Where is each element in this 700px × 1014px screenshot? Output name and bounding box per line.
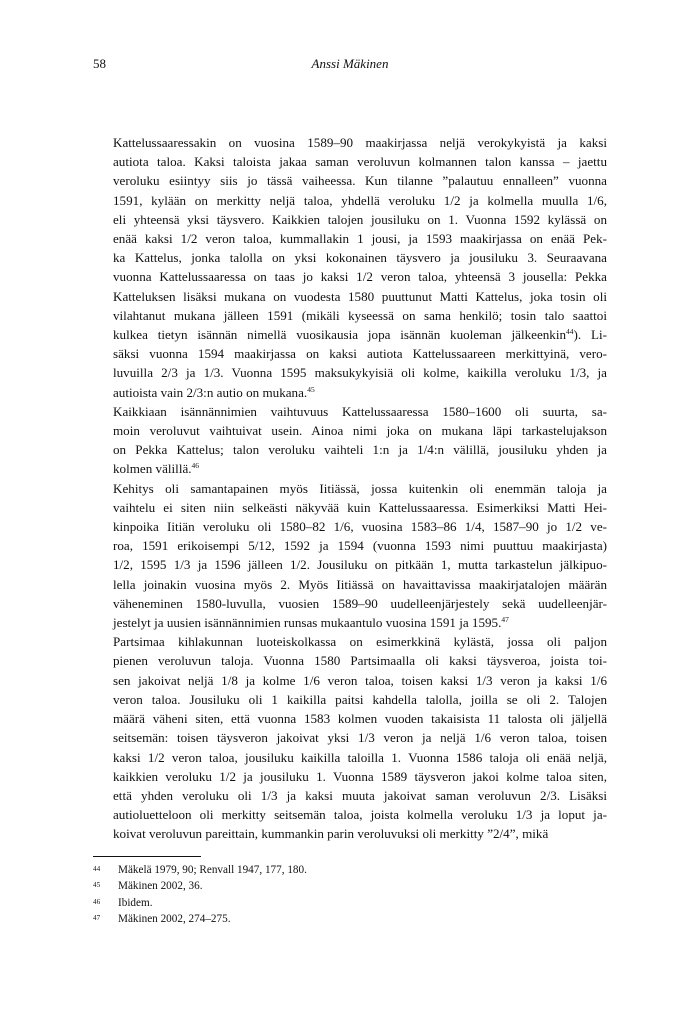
text-line: kolmen välillä.$^{46}$ [113,461,200,477]
footnote-ref[interactable]: 46 [191,461,200,471]
footnote-number: 46 [93,897,101,906]
text-line: Kattelussaaressakin on vuosina 1589–90 maakirjassa neljä verokykyistä ja kaksi [113,135,607,150]
paragraph [93,402,607,479]
text-line: säksi vuonna 1594 maakirjassa on kaksi autiota Kattelussaareen merkittyinä, vero- [113,346,607,362]
text-line: kinpoika Iitiän veroluku oli 1580–82 1/6, vuosina 1583–86 1/4, 1587–90 jo 1/2 ve- [113,519,607,535]
text-line: autioluetteloon oli merkitty seitsemän taloa, joista kolmella veroluku 1/3 ja loput ja- [113,807,607,823]
text-line: seitsemän: toisen täysveron jakoivat yksi 1/3 veron ja neljä 1/6 veron taloa, toisen [113,730,607,746]
text-line: vuonna Kattelussaaressa on taas jo kaksi 1/2 veron taloa, yhteensä 3 jousella: Pekka [113,269,607,285]
text-line: väheneminen 1580-luvulla, vuosien 1589–90 uudelleenjärjestely sekä uudelleenjär- [113,595,607,611]
body-text [93,133,607,844]
text-line: Katteluksen lisäksi mukana on vuodesta 1580 puuttunut Matti Kattelus, joka tosin oli [113,288,607,304]
running-head: Anssi Mäkinen [311,56,389,71]
text-line: kulkea tietyn isännän nimellä vuosikausia jopa isännän kuoleman jälkeenkin$^{44}$). Li- [113,327,607,343]
text-line: luvuilla 2/3 ja 1/3. Vuonna 1595 maksukykyisiä oli kolme, kaikilla veroluku 1/3, ja [113,365,607,381]
page-header [93,56,607,74]
paragraph [93,479,607,633]
text-line: autiota taloa. Kaksi taloista jakaa saman veroluvun kolmannen talon kanssa – jaettu [113,154,607,170]
text-line: roa, 1591 erikoisempi 5/12, 1592 ja 1594 (vuonna 1593 nimi puuttuu maakirjasta) [113,538,607,554]
text-line: ka Kattelus, jonka talolla on yksi kokonainen täysvero ja jousiluku 3. Seuraavana [113,250,607,266]
text-line: veron taloa. Jousiluku oli 1 kaikilla paitsi kahdella talolla, joilla se oli 2. Talojen [113,691,607,707]
footnote-text: Ibidem. [118,896,153,909]
text-line: eli yhteensä yksi täysvero. Kaikkien talojen jousiluku on 1. Vuonna 1592 kylässä on [113,211,607,227]
text-line: koivat veroluvun pareittain, kummankin parin veroluvuksi oli merkitty ”2/4”, mikä [113,826,549,842]
text-line: Kaikkiaan isännännimien vaihtuvuus Kattelussaaressa 1580–1600 oli suurta, sa- [113,403,607,419]
footnote-ref[interactable]: 45 [307,384,315,394]
text-line: moin veroluvut vaihtuivat usein. Ainoa nimi joka on mukana läpi tarkastelujakson [113,423,607,439]
text-line: autioista vain 2/3:n autio on mukana.$^{45}$ [113,384,315,400]
text-line: 1591, kylään on merkitty neljä taloa, yhdellä veroluku 1/2 ja kolmella muulla 1/6, [113,192,607,208]
footnote-text: Mäkelä 1979, 90; Renvall 1947, 177, 180. [118,864,307,876]
text-line: jestelyt ja uusien isännännimien runsas mukaantulo vuosina 1591 ja 1595.47 [113,615,509,631]
paragraph [93,632,607,843]
footnote-number: 47 [93,913,101,922]
footnote-number: 44 [93,865,101,873]
text-line: Kehitys oli samantapainen myös Iitiässä, jossa kuitenkin oli enemmän taloja ja [113,480,607,496]
text-line: lella joinakin vuosina myös 2. Myös Iitiässä on havaittavissa maakirjatalojen määrän [113,576,607,592]
text-line: veroluku esiintyy siis jo tässä vaiheessa. Kun tilanne ”palautuu ennalleen” vuonna [113,173,607,189]
footnote [93,862,607,878]
footnote [93,895,607,911]
text-line: että yhden veroluku oli 1/3 ja kaksi muuta jakoivat saman veroluvun 2/3. Lisäksi [113,787,607,803]
footnote-ref[interactable]: 44 [566,327,574,337]
page-number: 58 [93,56,106,71]
text-line: on Pekka Kattelus; talon veroluku vaihteli 1:n ja 1/4:n välillä, jousiluku yhden ja [113,442,607,458]
text-line: Partsimaa kihlakunnan luoteiskolkassa on esimerkkinä kylästä, jossa oli paljon [113,634,607,650]
text-line: vilahtanut mukana jälleen 1591 (mikäli kyseessä on sama henkilö; tosin talo saattoi [113,307,607,323]
footnote-separator [93,856,201,857]
footnote-text: Mäkinen 2002, 274–275. [118,912,231,925]
text-line: vaihtelu ei siten niin selkeästi näkyvää kuin Kattelussaaressa. Esimerkiksi Matti Hei- [113,499,607,515]
footnote-number: 45 [93,881,101,890]
footnote [93,878,607,894]
text-line: kaksi 1/2 veron taloa, jousiluku kaikilla taloilla 1. Vuonna 1586 taloja oli enää neljä, [113,749,607,765]
footnote-ref[interactable]: 47 [501,615,509,625]
text-line: sen jakoivat neljä 1/8 ja kolme 1/6 veron taloa, toisen kaksi 1/3 veron ja kaksi 1/6 [113,672,607,688]
text-line: kaikkien veroluku 1/2 ja jousiluku 1. Vuonna 1589 täysveron jakoi kolme taloa siten, [113,768,607,784]
footnotes [93,862,607,927]
footnote [93,911,607,927]
text-line: pienen veroluvun taloja. Vuonna 1580 Partsimaalla oli kaksi täysveroa, joista toi- [113,653,607,669]
text-line: 1/2, 1595 1/3 ja 1596 jälleen 1/2. Jousiluku on pitkään 1, mutta tarkastelun jälkipuo- [113,557,607,573]
text-line: määrä väheni siten, että vuonna 1583 kolmen vuoden takaisista 11 talosta oli jäljellä [113,711,607,727]
paragraph [93,133,607,402]
text-line: enää kaksi 1/2 veron taloa, kummallakin 1 jousi, ja 1593 maakirjassa on enää Pek- [113,231,607,247]
footnote-text: Mäkinen 2002, 36. [118,880,203,893]
